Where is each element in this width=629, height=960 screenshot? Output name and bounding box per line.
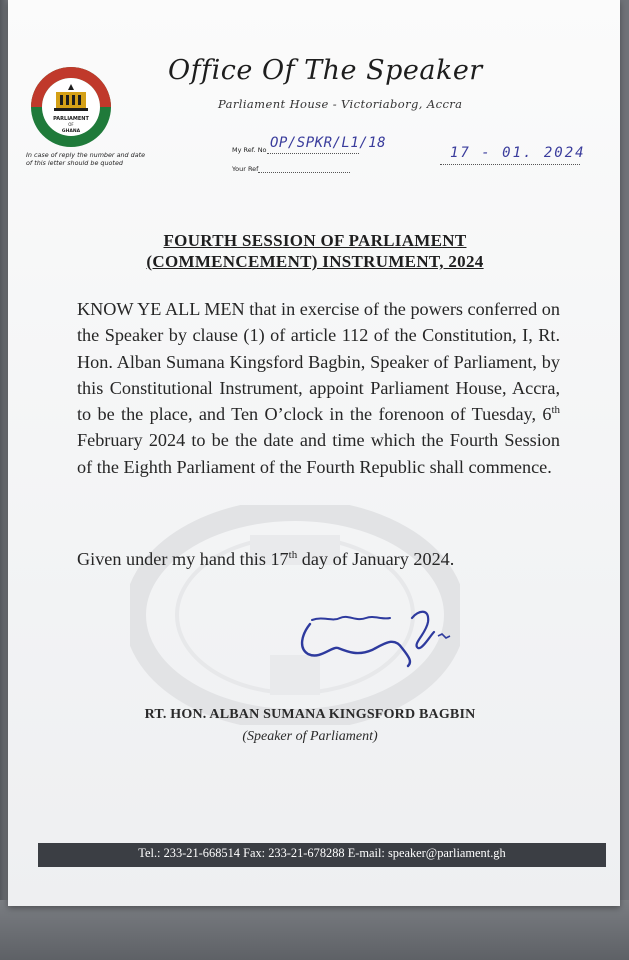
- body-text-part-2: February 2024 to be the date and time which the Fourth Session of the Eighth Parliament of the Fourth Republic shall commence.: [77, 430, 560, 477]
- office-title: Office Of The Speaker: [168, 55, 483, 86]
- given-part-1: Given under my hand this 17: [77, 549, 289, 569]
- office-address: Parliament House - Victoriaborg, Accra: [218, 97, 463, 111]
- date-line: [440, 164, 580, 165]
- svg-text:PARLIAMENT: PARLIAMENT: [53, 116, 89, 122]
- my-ref-label: My Ref. No: [232, 146, 267, 154]
- handwritten-ref-number: OP/SPKR/L1/18: [270, 135, 387, 151]
- desk-surface: [0, 900, 629, 960]
- svg-text:GHANA: GHANA: [61, 129, 81, 134]
- given-under-hand: [77, 549, 560, 570]
- my-ref-line: [267, 153, 359, 154]
- body-text-part-1: KNOW YE ALL MEN that in exercise of the powers conferred on the Speaker by clause (1) of article 112 of the Constitution, I, Rt. Hon. Alban Sumana Kingsford Bagbin, Speaker of Parliament, by this Constitutional Instrument, appoint Parliament House, Accra, to be the place, and Ten O’clock in the forenoon of Tuesday, 6: [77, 299, 560, 425]
- given-part-2: day of January 2024.: [297, 549, 455, 569]
- given-superscript: th: [288, 548, 298, 561]
- body-superscript: th: [551, 404, 560, 417]
- footer-contact: Tel.: 233-21-668514 Fax: 233-21-678288 E-mail: speaker@parliament.gh: [138, 846, 506, 860]
- reply-note: In case of reply the number and date of this letter should be quoted: [26, 151, 146, 167]
- your-ref-label: Your Ref: [232, 165, 259, 173]
- speaker-signature-icon: [262, 596, 462, 676]
- your-ref-line: [258, 172, 350, 173]
- signer-name: RT. HON. ALBAN SUMANA KINGSFORD BAGBIN: [144, 707, 476, 722]
- heading-line-1: FOURTH SESSION OF PARLIAMENT: [163, 231, 467, 250]
- parliament-seal-icon: [30, 66, 112, 148]
- svg-text:OF: OF: [68, 122, 74, 127]
- your-ref-row: [232, 165, 350, 173]
- instrument-heading: [100, 230, 530, 272]
- instrument-body: [77, 296, 560, 480]
- signer-role: (Speaker of Parliament): [242, 729, 378, 744]
- heading-line-2: (COMMENCEMENT) INSTRUMENT, 2024: [146, 252, 484, 271]
- handwritten-date: 17 - 01. 2024: [450, 145, 586, 161]
